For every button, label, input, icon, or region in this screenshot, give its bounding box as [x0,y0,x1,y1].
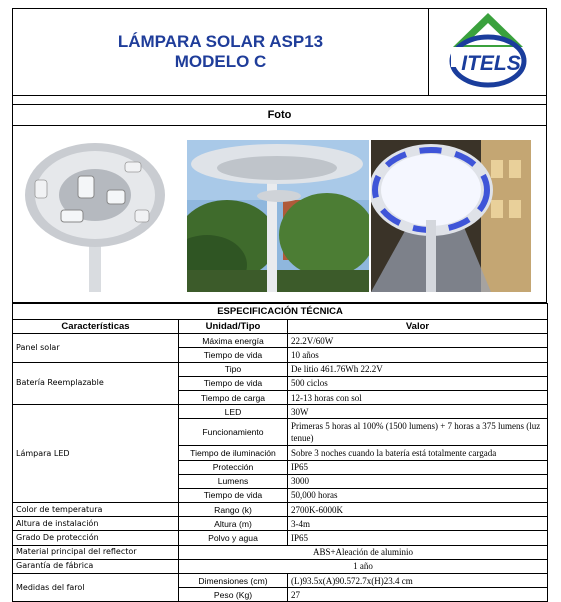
photo-label: Foto [13,105,547,126]
table-row [13,405,548,419]
spec-sheet [12,8,547,598]
column-header-unit: Unidad/Tipo [179,320,288,334]
table-row [13,334,548,348]
unit-cell: Funcionamiento [179,419,288,446]
feature-cell: Grado De protección [13,531,179,545]
logo-text: ITELS [460,51,521,75]
value-cell: 3-4m [288,517,548,531]
feature-cell: Batería Reemplazable [13,362,179,405]
value-cell: Primeras 5 horas al 100% (1500 lumens) + 7 horas a 375 lumens (luz tenue) [288,419,548,446]
value-cell: 2700K-6000K [288,503,548,517]
feature-cell: Color de temperatura [13,503,179,517]
document-title [13,9,429,96]
unit-cell: Tiempo de carga [179,390,288,404]
feature-cell: Material principal del reflector [13,545,179,559]
column-header-value: Valor [288,320,548,334]
value-cell: 50,000 horas [288,488,548,502]
feature-cell: Medidas del farol [13,574,179,602]
unit-cell: Protección [179,460,288,474]
unit-cell: Dimensiones (cm) [179,574,288,588]
table-row [13,559,548,573]
value-cell: Sobre 3 noches cuando la batería está totalmente cargada [288,446,548,460]
feature-cell: Panel solar [13,334,179,362]
unit-cell: Lumens [179,474,288,488]
unit-cell: Tipo [179,362,288,376]
value-cell: De litio 461.76Wh 22.2V [288,362,548,376]
value-cell: 1 año [179,559,548,573]
logo-cell [429,9,547,96]
itels-logo [445,11,531,89]
photo-strip [12,126,547,303]
unit-cell: Tiempo de vida [179,348,288,362]
table-row [13,362,548,376]
feature-cell: Altura de instalación [13,517,179,531]
value-cell: IP65 [288,531,548,545]
feature-cell: Garantía de fábrica [13,559,179,573]
unit-cell: Peso (Kg) [179,588,288,602]
unit-cell: Tiempo de iluminación [179,446,288,460]
value-cell: 500 ciclos [288,376,548,390]
table-row [13,545,548,559]
value-cell: 30W [288,405,548,419]
spec-title: ESPECIFICACIÓN TÉCNICA [13,304,548,320]
unit-cell: LED [179,405,288,419]
spec-table [12,303,548,602]
value-cell: (L)93.5x(A)90.572.7x(H)23.4 cm [288,574,548,588]
feature-cell: Lámpara LED [13,405,179,503]
lamp-closeup-photo [23,140,175,292]
unit-cell: Tiempo de vida [179,488,288,502]
value-cell: 3000 [288,474,548,488]
table-row [13,574,548,588]
table-row [13,503,548,517]
lamp-in-park-photo [187,140,369,292]
title-line-1: LÁMPARA SOLAR ASP13 [117,32,324,51]
unit-cell: Rango (k) [179,503,288,517]
column-header-characteristics: Características [13,320,179,334]
lamp-night-glow-photo [371,140,531,292]
value-cell: 27 [288,588,548,602]
unit-cell: Tiempo de vida [179,376,288,390]
table-row [13,531,548,545]
table-row [13,517,548,531]
unit-cell: Altura (m) [179,517,288,531]
unit-cell: Polvo y agua [179,531,288,545]
value-cell: 22.2V/60W [288,334,548,348]
value-cell: 10 años [288,348,548,362]
value-cell: 12-13 horas con sol [288,390,548,404]
title-line-2: MODELO C [174,52,267,71]
value-cell: ABS+Aleación de aluminio [179,545,548,559]
value-cell: IP65 [288,460,548,474]
header-table [12,8,547,126]
unit-cell: Máxima energía [179,334,288,348]
